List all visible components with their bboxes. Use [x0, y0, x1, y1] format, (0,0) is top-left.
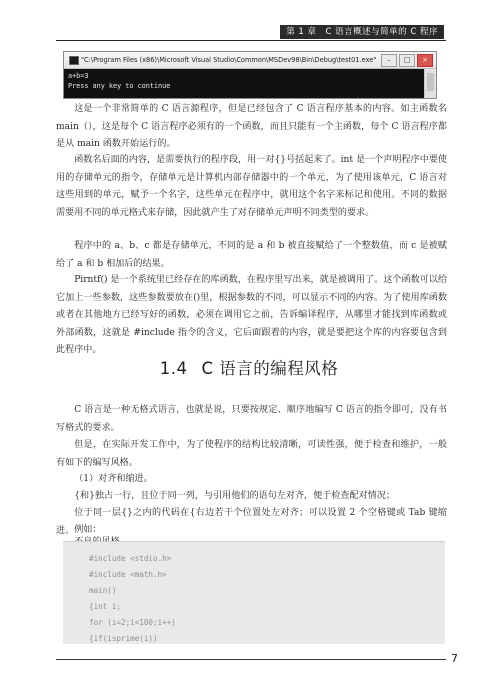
paragraph: 位于同一层{}之内的代码在{右边若干个位置处左对齐；可以设置 2 个空格键或 Tab 键缩进。: [56, 508, 447, 536]
close-button[interactable]: ×: [417, 54, 433, 67]
console-line: Press any key to continue: [68, 82, 171, 90]
footer-rule: [56, 659, 446, 660]
code-line: for (i=2;i<100;i++): [89, 618, 176, 627]
code-line: #include <stdio.h>: [89, 554, 172, 563]
paragraph: 这是一个非常简单的 C 语言源程序，但是已经包含了 C 语言程序基本的内容。如主函数名 main（），这是每个 C 语言程序必须有的一个函数，而且只能有一个主函数，每个 C 语言程序都是从 main 函数开始运行的。: [56, 104, 447, 150]
console-title-bar: [64, 52, 436, 69]
page-number: 7: [451, 652, 458, 665]
console-scrollbar[interactable]: [424, 69, 436, 98]
console-title-text: "C:\Program Files (x86)\Microsoft Visual Studio\Common\MSDev98\Bin\Debug\test01.exe": [81, 56, 377, 64]
paragraph: 函数名后面的内容，是需要执行的程序段，用一对{}号括起来了。int 是一个声明程序中要使用的存储单元的指令，存储单元是计算机内部存储器中的一个单元，为了使用该单元，C 语言对这些用到的单元，赋予一个名字，这些单元在程序中，就用这个名字来标记和使用。不同的数据需要用不同的单元格式来存储，因此就产生了对存储单元声明不同类型的要求。: [56, 155, 447, 218]
header-rule: [56, 40, 446, 41]
window-controls: [381, 54, 433, 67]
code-line: #include <math.h>: [89, 570, 167, 579]
console-app-icon: [69, 56, 79, 65]
paragraph: {和}独占一行，且位于同一列，与引用他们的语句左对齐，便于检查配对情况；: [74, 491, 395, 501]
section-number: 1.4: [159, 359, 188, 378]
section-heading: [0, 355, 498, 379]
paragraph: 但是，在实际开发工作中，为了使程序的结构比较清晰，可读性强，便于检查和维护，一般有如下的编写风格。: [56, 440, 447, 468]
example-label: 例如：: [74, 525, 102, 535]
paragraph: Pirntf() 是一个系统里已经存在的库函数，在程序里写出来，就是被调用了。这个函数可以给它加上一些参数，这些参数要放在()里，根据参数的不同，可以显示不同的内容。为了使用库函数或者在其他地方已经写好的函数，必须在调用它之前，告诉编译程序，从哪里才能找到库函数或外部函数，这就是 #include 指令的含义，它后面跟着的内容，就是要把这个库的内容要包含到此程序中。: [56, 275, 447, 356]
code-line: {int i;: [89, 602, 122, 611]
paragraph: 程序中的 a、b、c 都是存储单元，不同的是 a 和 b 被直接赋给了一个整数值，而 c 是被赋给了 a 和 b 相加后的结果。: [56, 241, 447, 269]
code-example: [63, 541, 445, 644]
console-window: [63, 51, 437, 99]
code-line: main(): [89, 586, 117, 595]
code-line: {if(isprime(i)): [89, 634, 158, 643]
paragraph: C 语言是一种无格式语言，也就是说，只要按规定、顺序地编写 C 语言的指令即可，没有书写格式的要求。: [56, 405, 447, 433]
scrollbar-thumb[interactable]: [427, 73, 434, 91]
minimize-button[interactable]: –: [381, 54, 397, 67]
chapter-header: 第 1 章 C 语言概述与简单的 C 程序: [280, 25, 444, 39]
maximize-button[interactable]: □: [399, 54, 415, 67]
console-line: a+b=3: [68, 72, 89, 80]
section-title: C 语言的编程风格: [201, 359, 339, 378]
paragraph: （1）对齐和缩进。: [74, 474, 153, 484]
console-output: [64, 69, 424, 98]
